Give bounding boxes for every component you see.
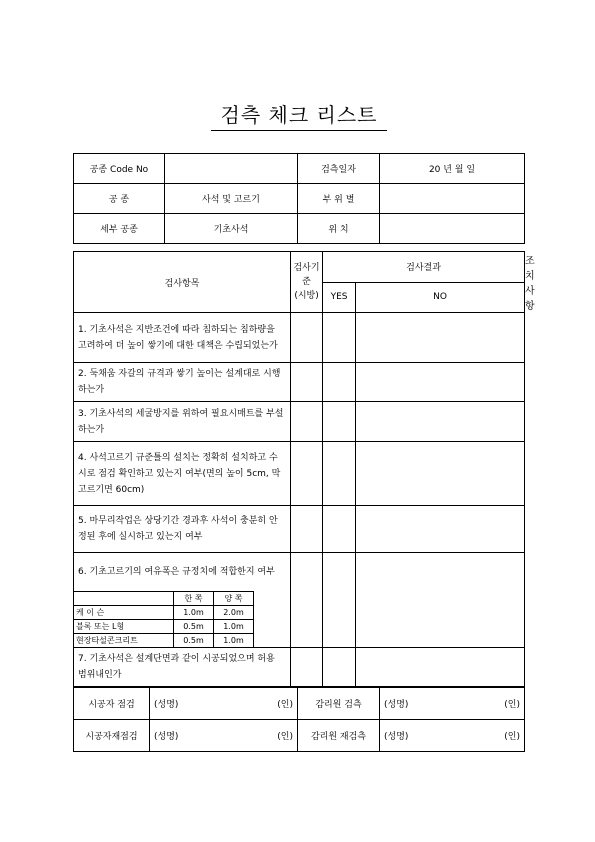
tolerance-head-a: 한 쪽: [174, 592, 214, 606]
yes-cell[interactable]: [323, 363, 356, 402]
tolerance-row-name: 현장타설콘크리트: [74, 634, 174, 648]
col-no-header: NO: [356, 282, 525, 313]
date-label: 검측일자: [298, 154, 380, 184]
seal-text: (인): [277, 700, 293, 710]
page-title: 검측 체크 리스트: [211, 100, 387, 131]
tolerance-corner: [74, 592, 174, 606]
tolerance-row-b: 2.0m: [214, 606, 254, 620]
signature-field[interactable]: [150, 720, 298, 752]
signature-field[interactable]: [380, 688, 525, 720]
tolerance-row-a: 0.5m: [174, 620, 214, 634]
tolerance-row-b: 1.0m: [214, 634, 254, 648]
name-text: (성명): [154, 700, 179, 710]
col-result-header: 검사결과: [323, 252, 525, 283]
standard-cell[interactable]: [291, 313, 323, 363]
name-text: (성명): [384, 700, 409, 710]
checklist-table: 검사항목 검사기준 (시방) 검사결과 조 치 사 항 YES NO 1. 기초사석은 지반조건에 따라 침하되는 침하량을 고려하여 더 높이 쌓기에 대한 대책은 수립되었는가 2. 둑채움 자갈의 규격과 쌓기 높이는 설계대로 시행하는가 3. 기초사석의 세굴방지를 위하여 필요시매트를 부설하는가 4. 사석고르기 규준틀의 설치는 정확히 설치하고 수시로 점검 확인하고 있는지 여부(면의 높이 5cm, 막고르기면 60cm) 5. 마무리작업은 상당기간 경과후 사석이 충분히 안정된 후에 실시하고 있는지 여부 6. 기초고르기의 여유폭은 규정치에 적합한지 여부 한 쪽 양 쪽 케 이 슨 1.0m 2.0m 블록 또는 L형 0.5m 1.0m 현장타설콘크리트 0.5m 1.0m 7. 기초사석은 설계단면과 같이 시공되었으며 허용 범위내인가: [73, 251, 525, 687]
no-cell[interactable]: [356, 313, 525, 363]
loc-value[interactable]: [380, 214, 525, 244]
signature-field[interactable]: [380, 720, 525, 752]
seal-text: (인): [504, 732, 520, 742]
check-item-4: 4. 사석고르기 규준틀의 설치는 정확히 설치하고 수시로 점검 확인하고 있는지 여부(면의 높이 5cm, 막고르기면 60cm): [74, 442, 291, 506]
yes-cell[interactable]: [323, 442, 356, 506]
seal-text: (인): [277, 732, 293, 742]
check-item-3: 3. 기초사석의 세굴방지를 위하여 필요시매트를 부설하는가: [74, 402, 291, 442]
code-value[interactable]: [165, 154, 298, 184]
no-cell[interactable]: [356, 363, 525, 402]
standard-cell[interactable]: [291, 506, 323, 553]
yes-cell[interactable]: [323, 648, 356, 687]
tolerance-row-a: 0.5m: [174, 634, 214, 648]
code-label: 공종 Code No: [74, 154, 165, 184]
tolerance-row-b: 1.0m: [214, 620, 254, 634]
signer-label: 시공자재점검: [74, 720, 150, 752]
signature-table: [73, 687, 525, 752]
no-cell[interactable]: [356, 648, 525, 687]
info-table: [73, 153, 525, 244]
no-cell[interactable]: [356, 402, 525, 442]
col-item-header: 검사항목: [74, 252, 291, 313]
no-cell[interactable]: [356, 553, 525, 648]
yes-cell[interactable]: [323, 553, 356, 648]
work-label: 공 종: [74, 184, 165, 214]
signature-field[interactable]: [150, 688, 298, 720]
check-item-1: 1. 기초사석은 지반조건에 따라 침하되는 침하량을 고려하여 더 높이 쌓기에 대한 대책은 수립되었는가: [74, 313, 291, 363]
tolerance-row-name: 블록 또는 L형: [74, 620, 174, 634]
check-item-2: 2. 둑채움 자갈의 규격과 쌓기 높이는 설계대로 시행하는가: [74, 363, 291, 402]
standard-cell[interactable]: [291, 553, 323, 648]
loc-label: 위 치: [298, 214, 380, 244]
no-cell[interactable]: [356, 506, 525, 553]
check-item-6: 6. 기초고르기의 여유폭은 규정치에 적합한지 여부: [74, 553, 291, 592]
detail-value[interactable]: 기초사석: [165, 214, 298, 244]
check-item-7: 7. 기초사석은 설계단면과 같이 시공되었으며 허용 범위내인가: [74, 648, 291, 687]
standard-cell[interactable]: [291, 363, 323, 402]
signer-label: 감리원 재검측: [298, 720, 380, 752]
tolerance-head-b: 양 쪽: [214, 592, 254, 606]
yes-cell[interactable]: [323, 506, 356, 553]
seal-text: (인): [504, 700, 520, 710]
name-text: (성명): [384, 732, 409, 742]
tolerance-spacer: [254, 592, 291, 648]
work-value[interactable]: 사석 및 고르기: [165, 184, 298, 214]
col-standard-header: 검사기준 (시방): [291, 252, 323, 313]
signer-label: 시공자 점검: [74, 688, 150, 720]
standard-cell[interactable]: [291, 648, 323, 687]
part-value[interactable]: [380, 184, 525, 214]
col-yes-header: YES: [323, 282, 356, 313]
tolerance-row-a: 1.0m: [174, 606, 214, 620]
name-text: (성명): [154, 732, 179, 742]
standard-cell[interactable]: [291, 402, 323, 442]
yes-cell[interactable]: [323, 313, 356, 363]
detail-label: 세부 공종: [74, 214, 165, 244]
no-cell[interactable]: [356, 442, 525, 506]
part-label: 부 위 별: [298, 184, 380, 214]
standard-cell[interactable]: [291, 442, 323, 506]
signer-label: 감리원 검측: [298, 688, 380, 720]
tolerance-row-name: 케 이 슨: [74, 606, 174, 620]
check-item-5: 5. 마무리작업은 상당기간 경과후 사석이 충분히 안정된 후에 실시하고 있는지 여부: [74, 506, 291, 553]
yes-cell[interactable]: [323, 402, 356, 442]
date-value[interactable]: 20 년 월 일: [380, 154, 525, 184]
